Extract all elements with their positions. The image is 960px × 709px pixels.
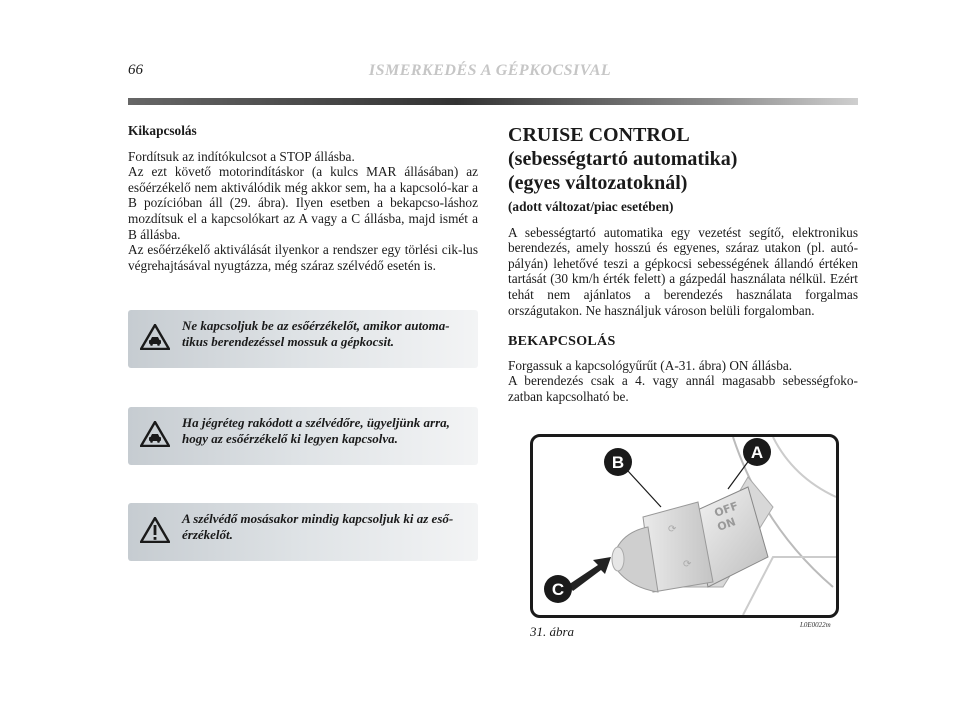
warning-box <box>128 310 478 368</box>
label-a: A <box>750 443 764 462</box>
paragraph: A berendezés csak a 4. vagy annál magasabb sebességfoko-zatban kapcsolható be. <box>508 373 858 404</box>
car-warning-icon <box>140 421 170 447</box>
chapter-title: CRUISE CONTROL <box>508 124 690 146</box>
ring-label-on: ON <box>715 515 738 534</box>
section-subheading: Kikapcsolás <box>128 123 197 138</box>
label-c: C <box>551 580 565 599</box>
warning-text: Ha jégréteg rakódott a szélvédőre, ügyeljünk arra, hogy az esőérzékelő ki legyen kapcsolva. <box>182 415 450 446</box>
paragraph: Fordítsuk az indítókulcsot a STOP állásba. <box>128 148 355 164</box>
figure-31 <box>530 434 839 618</box>
exclamation-warning-icon <box>140 517 170 543</box>
chapter-title-line: (sebességtartó automatika) <box>508 148 738 170</box>
ring-label-off: OFF <box>712 499 740 520</box>
svg-text:⟳: ⟳ <box>668 524 677 535</box>
warning-text: A szélvédő mosásakor mindig kapcsoljuk ki az eső-érzékelőt. <box>182 511 454 542</box>
svg-text:⟳: ⟳ <box>683 559 692 570</box>
paragraph: Az ezt követő motorindításkor (a kulcs MAR állásában) az esőérzékelő nem aktiválódik még akkor sem, ha a kapcsoló-kar a B pozícióban áll (29. ábra). Ilyen esetben a bekapcso-láshoz mozdítsuk el a kapcsolókart az A vagy a C állásba, majd ismét a B állásba. <box>128 164 478 242</box>
header-rule <box>128 98 858 105</box>
paragraph: Az esőérzékelő aktiválását ilyenkor a rendszer egy törlési cik-lus végrehajtásával nyugtázza, még száraz szélvédő esetén is. <box>128 242 478 273</box>
pointer-arrow-icon <box>568 557 611 591</box>
chapter-subtitle: (adott változat/piac esetében) <box>508 199 674 214</box>
car-warning-icon <box>140 324 170 350</box>
figure-caption: 31. ábra <box>530 624 575 639</box>
chapter-title-line: (egyes változatoknál) <box>508 172 688 194</box>
stalk-illustration <box>533 437 836 615</box>
figure-code: L0E0022m <box>800 621 831 629</box>
paragraph: Forgassuk a kapcsológyűrűt (A-31. ábra) ON állásba. <box>508 357 793 373</box>
warning-text: Ne kapcsoljuk be az esőérzékelőt, amikor automa-tikus berendezéssel mossuk a gépkocsit. <box>182 318 450 349</box>
left-column <box>128 123 478 273</box>
page-number: 66 <box>128 62 143 78</box>
right-column <box>508 123 858 405</box>
label-b: B <box>611 453 625 472</box>
running-header: ISMERKEDÉS A GÉPKOCSIVAL <box>368 62 612 79</box>
warning-box <box>128 407 478 465</box>
warning-box <box>128 503 478 561</box>
section-heading: BEKAPCSOLÁS <box>508 334 616 350</box>
intro-paragraph: A sebességtartó automatika egy vezetést segítő, elektronikus berendezés, amely hosszú és egyenes, száraz utakon (pl. autó-pályán) lehetővé teszi a gépkocsi sebességének állandó értéken tartását (30 km/h érték felett) a gázpedál használata nélkül. Ezért tehát nem ajánlatos a berendezés használata forgalmas országutakon. Ne használjuk városon belüli forgalomban. <box>508 224 858 318</box>
